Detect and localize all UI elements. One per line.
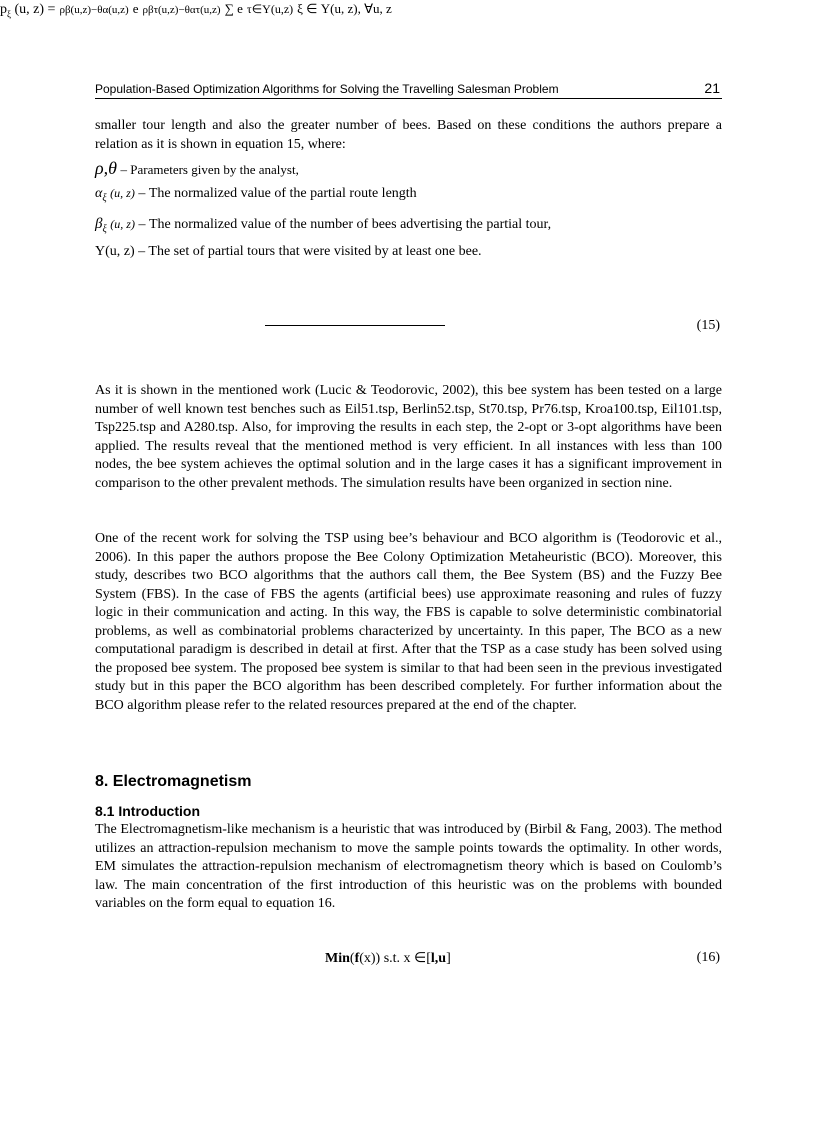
eq16-rest: (x)) s.t. x ∈[	[359, 951, 431, 966]
eq15-numerator-base: e	[132, 1, 139, 16]
alpha-symbol: α	[95, 186, 103, 201]
eq15-p: p	[0, 2, 7, 17]
eq15-numerator-exponent: ρβ(u,z)−θα(u,z)	[59, 4, 129, 16]
subsection-heading: 8.1 Introduction	[95, 803, 200, 819]
definition-beta	[95, 216, 722, 235]
page-number: 21	[704, 80, 720, 96]
eq16-min: Min	[325, 951, 350, 966]
eq15-fraction-line	[265, 325, 445, 326]
beta-symbol: β	[95, 216, 103, 232]
section-heading: 8. Electromagnetism	[95, 773, 252, 790]
alpha-args: (u, z)	[110, 186, 135, 200]
eq16-number: (16)	[696, 950, 720, 965]
alpha-text: – The normalized value of the partial route length	[138, 186, 417, 201]
paragraph-lucic: As it is shown in the mentioned work (Lucic & Teodorovic, 2002), this bee system has been tested on a large number of well known test benches such as Eil51.tsp, Berlin52.tsp, St70.tsp, Pr76.tsp, Kroa100.tsp, Eil101.tsp, Tsp225.tsp and A280.tsp. Also, for improving the results in each step, the 2-opt or 3-opt algorithms have been applied. The results reveal that the mentioned method is very efficient. In all instances with less than 100 nodes, the bee system achieves the optimal solution and in the large cases it has a significant improvement in comparison to the other prevalent methods. The simulation results have been organized in section nine.	[95, 383, 722, 491]
eq16-open: (	[349, 951, 355, 966]
paragraph-bco: One of the recent work for solving the TSP using bee’s behaviour and BCO algorithm is (Teodorovic et al., 2006). In this paper the authors propose the Bee Colony Optimization Metaheuristic (BCO). Moreover, this study, describes two BCO algorithms that the authors call them, the Bee System (BS) and the Fuzzy Bee System (FBS). In the case of FBS the agents (artificial bees) use approximate reasoning and rules of fuzzy logic in their communication and acting. In this way, the FBS is capable to solve deterministic combinatorial problems, as well as combinatorial problems characterized by uncertainty. In this paper, The BCO as a new computational paradigm is described in detail at first. After that the TSP as a case study has been solved using the proposed bee system. The proposed bee system is similar to that had been seen in the previous investigated study but in this paper the BCO algorithm has been described completely. For further information about the BCO algorithm please refer to the related resources prepared at the end of the chapter.	[95, 531, 722, 713]
eq15-lhs-subscript: ξ	[7, 8, 12, 19]
beta-text: – The normalized value of the number of bees advertising the partial tour,	[138, 217, 552, 232]
definition-alpha	[95, 186, 722, 204]
definition-y: Y(u, z) – The set of partial tours that were visited by at least one bee.	[95, 244, 482, 259]
eq15-lhs-args: (u, z) =	[14, 2, 56, 17]
eq15-denominator-exponent: ρβτ(u,z)−θατ(u,z)	[142, 4, 221, 16]
rho-theta-text: – Parameters given by the analyst,	[120, 162, 299, 177]
beta-subscript: ξ	[102, 223, 107, 235]
beta-args: (u, z)	[110, 217, 135, 231]
paragraph-electromagnetism: The Electromagnetism-like mechanism is a heuristic that was introduced by (Birbil & Fang, 2003). The method utilizes an attraction-repulsion mechanism to move the sample points towards the optimality. In other words, EM simulates the attraction-repulsion mechanism of electromagnetism theory which is based on Coulomb’s law. The main concentration of the first introduction of this heuristic was on the problems with bounded variables on the form equal to equation 16.	[95, 822, 722, 911]
eq15-number: (15)	[696, 318, 720, 333]
rho-theta-symbol: ρ,θ	[95, 158, 117, 178]
intro-paragraph: smaller tour length and also the greater number of bees. Based on these conditions the authors prepare a relation as it is shown in equation 15, where:	[95, 118, 722, 152]
alpha-subscript: ξ	[102, 192, 107, 204]
eq15-denominator-sum: ∑ e	[224, 1, 243, 16]
running-header	[95, 80, 722, 99]
eq15-condition: ξ ∈ Y(u, z), ∀u, z	[297, 1, 392, 16]
eq16-f: f	[354, 951, 360, 966]
eq15-lhs	[0, 2, 55, 17]
eq16-close: ]	[446, 951, 451, 966]
eq16-bounds: l,u	[430, 951, 447, 966]
running-title: Population-Based Optimization Algorithms for Solving the Travelling Salesman Problem	[95, 82, 559, 96]
eq15-denominator-index: τ∈Y(u,z)	[246, 2, 294, 16]
definition-rho-theta	[95, 158, 722, 179]
equation-16	[325, 950, 525, 967]
